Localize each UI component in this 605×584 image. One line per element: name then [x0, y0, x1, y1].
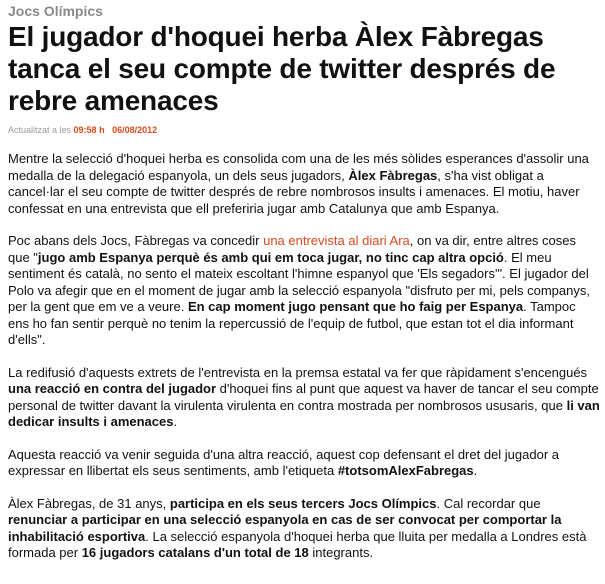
updated-date: 06/08/2012	[112, 125, 158, 135]
text: Àlex Fàbregas, de 31 anys,	[8, 495, 170, 511]
text: La redifusió d'aquests extrets de l'entrevista en la premsa estatal va fer que ràpidament s'encengués	[8, 364, 588, 380]
bold-quote: En cap moment jugo pensant que ho faig per Espanya	[187, 299, 524, 314]
text: . Tampoc ens ho fan sentir perquè no tenim la repercussió de l'equip de futbol, que estan tot el dia informant d'ells".	[8, 299, 576, 347]
text: integrants.	[308, 545, 374, 560]
paragraph-2	[8, 233, 600, 349]
paragraph-1	[8, 151, 600, 217]
bold-text: una reacció en contra del jugador	[8, 381, 217, 396]
text: .	[173, 414, 178, 429]
updated-time: 09:58 h	[73, 125, 105, 135]
paragraph-5	[8, 496, 600, 562]
text: Mentre la selecció d'hoquei herba es consolida com una de les més sòlides esperances d'assolir una medalla de la delegació espanyola, un dels seus jugadors,	[8, 151, 589, 183]
article-meta	[8, 124, 157, 136]
text: d'hoquei fins al punt que aquest va haver de tancar el seu compte personal de twitter davant la virulenta virulenta en contra mostrada per nombrosos ususaris, que	[8, 381, 599, 413]
text: . Cal recordar que	[436, 495, 541, 511]
text: Aquesta reacció va venir seguida d'una altra reacció, aquest cop defensant el dret del jugador a expressar en llibertat els seus sentiments, amb l'etiqueta	[8, 446, 560, 478]
section-label: Jocs Olímpics	[8, 3, 103, 19]
bold-quote: jugo amb Espanya perquè és amb qui em toca jugar, no tinc cap altra opció	[37, 249, 504, 265]
bold-text: participa en els seus tercers Jocs Olímpics	[169, 495, 437, 511]
bold-text: li van dedicar insults i amenaces	[8, 397, 600, 429]
text: , s'ha vist obligat a cancel·lar el seu compte de twitter després de rebre nombrosos insults i amenaces. El motiu, haver confessat en una entrevista que ell preferiria jugar amb Catalunya que amb Espanya.	[8, 167, 580, 216]
paragraph-4	[8, 447, 600, 480]
bold-text: 16 jugadors catalans d'un total de 18	[81, 545, 309, 560]
text: .	[473, 463, 478, 478]
interview-link[interactable]: una entrevista al diari Ara	[263, 233, 410, 248]
article-body	[8, 151, 600, 578]
text: . La selecció espanyola d'hoquei herba que lluita per medalla a Londres està formada per	[8, 528, 587, 560]
text: , on va dir, entre altres coses que "	[8, 233, 576, 265]
text: . El meu sentiment és català, no sento el mateix escoltant l'himne espanyol que 'Els segadors'". El jugador del Polo va afegir que en el moment de jugar amb la selecció espanyola "disfruto per mi, pels companys, per la gent que em ve a veure.	[8, 249, 590, 314]
text: Poc abans dels Jocs, Fàbregas va concedir	[8, 233, 264, 248]
article-headline: El jugador d'hoquei herba Àlex Fàbregas tanca el seu compte de twitter després de rebre amenaces	[8, 21, 556, 116]
updated-label: Actualitzat a les	[8, 125, 72, 135]
hashtag: #totsomAlexFabregas	[337, 463, 474, 478]
player-name: Àlex Fàbregas	[348, 167, 438, 183]
paragraph-3	[8, 365, 600, 431]
bold-text: renunciar a participar en una selecció espanyola en cas de ser convocat per comportar la inhabilitació esportiva	[8, 512, 562, 544]
